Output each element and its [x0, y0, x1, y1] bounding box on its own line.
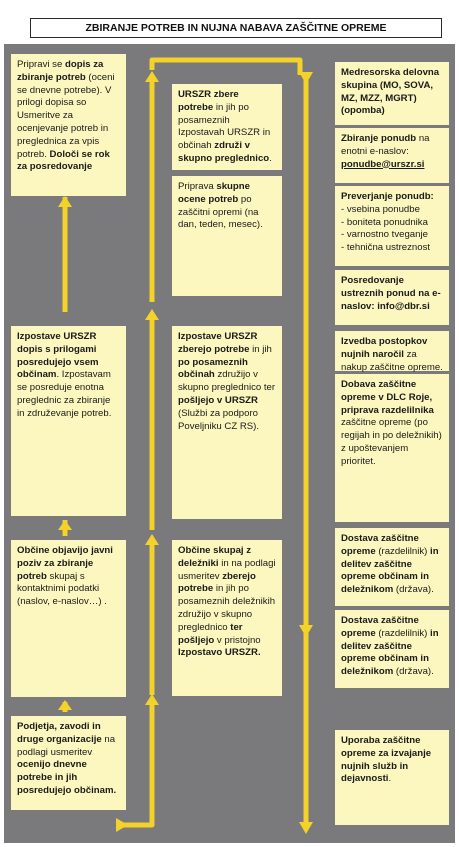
step-text: za nakup zaščitne opreme. [341, 348, 443, 373]
step-text: skupaj s kontaktnimi podatki (naslov, e-naslov…) . [17, 570, 107, 608]
step-box-obcine-objavijo [11, 540, 126, 697]
step-text: (Službi za podporo Poveljniku CZ RS). [178, 407, 260, 432]
step-text: Izvedba postopkov nujnih naročil [341, 336, 428, 360]
step-text: Občine skupaj z deležniki [178, 545, 252, 569]
step-text: . Izpostavam se posreduje enotna preglednic za zbiranje in združevanje potreb. [17, 369, 112, 419]
arrowhead-c3-bottom [299, 822, 313, 834]
step-text: ter pošljejo [178, 621, 243, 646]
step-text: (država). [393, 584, 434, 596]
step-box-zbiranje-ponudb [335, 128, 449, 183]
step-text: Zbiranje ponudb [341, 133, 417, 144]
step-text: pošljejo v URSZR [178, 394, 258, 406]
step-text: . [388, 773, 392, 785]
step-box-dostava-opreme-1 [335, 528, 449, 606]
step-box-urszr-zbere [172, 84, 282, 170]
step-text: Občine objavijo javni poziv za zbiranje potreb [17, 545, 113, 582]
step-box-izvedba-narocil [335, 331, 449, 371]
step-text: Uporaba zaščitne opreme za izvajanje nujnih služb in dejavnosti [341, 735, 432, 785]
step-text: in jih po posameznih deležnikih združijo v skupno preglednico [178, 583, 276, 633]
step-text: (oceni se dnevne potrebe). V prilogi dopisa so Usmeritve za ocenjevanje potreb in preglednica za vpis potreb. [17, 71, 115, 160]
step-text: po zaščitni opremi (na dan, teden, mesec). [178, 193, 263, 231]
step-text: na enotni e-naslov: [341, 133, 430, 157]
arrowhead-c2-c [145, 309, 159, 320]
arrowhead-c3-top [299, 72, 313, 84]
step-text: - vsebina ponudbe [341, 203, 420, 215]
step-text: Medresorska delovna skupina (MO, SOVA, MZ, MZZ, MGRT) (opomba) [341, 67, 440, 117]
step-box-posredovanje-ponudb [335, 270, 449, 325]
step-box-dostava-opreme-2 [335, 610, 449, 688]
step-text: Posredovanje ustreznih ponud na e-naslov: info@dbr.si [341, 275, 441, 312]
arrow-line-bottom [124, 700, 152, 825]
step-text: Priprava [178, 181, 217, 192]
step-text[interactable]: ponudbe@urszr.si [341, 158, 425, 170]
step-text: . [269, 152, 272, 164]
step-text: dopis za zbiranje potreb [17, 59, 104, 83]
arrowhead-c2-b [145, 534, 159, 545]
step-text: zberejo potrebe [178, 570, 256, 595]
step-text: po posameznih občinah [178, 356, 248, 381]
step-text: - tehnična ustreznost [341, 242, 431, 254]
step-text: zaščitne opreme (po regijah in po deležnikih) z upoštevanjem prioritet. [341, 417, 442, 467]
step-text: Izpostave URSZR dopis s prilogami posredujejo vsem občinam [17, 331, 99, 381]
step-text: ocenijo dnevne potrebe in jih posredujejo občinam. [17, 759, 117, 796]
step-text: združijo v skupno preglednico ter [178, 369, 276, 394]
step-text: v pristojno [214, 634, 261, 646]
step-text: in delitev zaščitne opreme občinam in deležnikom [341, 627, 439, 678]
step-box-dobava-opreme [335, 374, 449, 522]
step-box-izpostave-zberejo [172, 326, 282, 519]
step-box-obcine-z-delezniki [172, 540, 282, 696]
step-box-skupna-ocena [172, 176, 282, 296]
step-text: in jih [249, 343, 272, 355]
arrowhead-c1-b [58, 520, 72, 530]
step-text: (razdelilnik) [375, 545, 431, 557]
arrowhead-c1-c [58, 196, 72, 207]
step-box-medresorska-skupina [335, 62, 449, 125]
step-box-preverjanje-ponudb [335, 186, 449, 266]
step-text: združi v skupno preglednico [178, 140, 270, 164]
page-title: ZBIRANJE POTREB IN NUJNA NABAVA ZAŠČITNE OPREME [30, 18, 442, 38]
arrowhead-bottom-right [116, 818, 128, 832]
step-text: - boniteta ponudnika [341, 216, 428, 228]
step-box-izpostave-posredujejo [11, 326, 126, 516]
step-text: Določi se rok za posredovanje [17, 148, 110, 173]
step-text: in delitev zaščitne opreme občinam in deležnikom [341, 545, 439, 596]
step-text: URSZR zbere potrebe [178, 89, 239, 113]
step-text: (razdelilnik) [375, 627, 431, 639]
step-text: Podjetja, zavodi in druge organizacije [17, 721, 102, 745]
step-box-uporaba-opreme [335, 730, 449, 825]
step-text: Dostava zaščitne opreme [341, 533, 419, 557]
step-box-podjetja-ocenijo [11, 716, 126, 810]
step-text: Izpostave URSZR zberejo potrebe [178, 331, 258, 355]
arrowhead-c2-a [145, 694, 159, 705]
arrowhead-c3-mid [299, 625, 313, 637]
step-text: Pripravi se [17, 59, 65, 70]
arrow-line-top [152, 60, 300, 75]
step-text: Dobava zaščitne opreme v DLC Roje, priprava razdelilnika [341, 379, 434, 416]
step-text: in jih po posameznih Izpostavah URSZR in občinah [178, 101, 271, 152]
step-text: Dostava zaščitne opreme [341, 615, 419, 639]
step-text: in na podlagi usmeritev [178, 557, 276, 582]
step-text: Preverjanje ponudb: [341, 191, 434, 202]
step-text: (država). [393, 666, 434, 678]
step-text: - varnostno tveganje [341, 229, 428, 241]
step-box-pripravi-dopis [11, 54, 126, 196]
arrowhead-c2-top [145, 71, 159, 82]
step-text: na podlagi usmeritev [17, 733, 116, 758]
step-text: Izpostavo URSZR. [178, 647, 261, 659]
arrowhead-c1-a [58, 700, 72, 710]
step-text: skupne ocene potreb [178, 181, 250, 205]
